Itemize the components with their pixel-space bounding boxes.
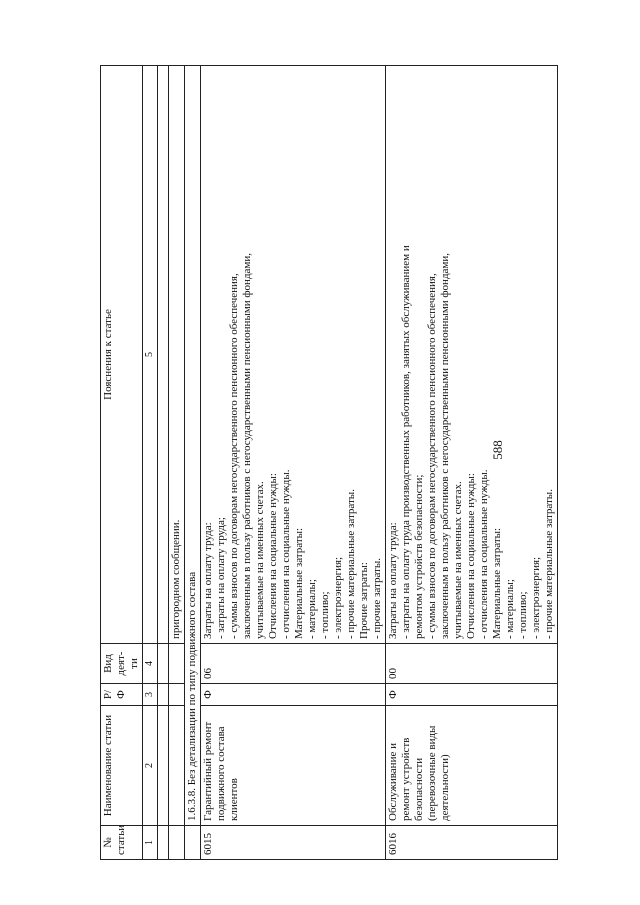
column-number: 3 (143, 684, 158, 706)
article-table (100, 65, 558, 860)
explanation-line: - материалы; (504, 579, 516, 639)
column-number: 1 (143, 826, 158, 860)
page-number: 588 (490, 440, 505, 460)
explanation-line: Прочие затраты: (358, 562, 370, 639)
activity-type: 00 (386, 644, 558, 684)
continuation-row (169, 66, 185, 860)
column-number: 5 (143, 66, 158, 644)
explanation-line: заключенным в пользу работников с негосударственными пенсионными фондами, (439, 252, 451, 639)
explanation-line: - суммы взносов по договорам негосударственного пенсионного обеспечения, (228, 273, 240, 639)
article-number: 6016 (386, 826, 558, 860)
header-article-number: № статьи (101, 826, 143, 860)
explanation-line: - прочие материальные затраты. (345, 489, 357, 639)
explanation-line: - затраты на оплату труда производственных работников, занятых обслуживанием и (400, 245, 412, 639)
table-header-row (101, 66, 143, 860)
explanation-line: учитываемые на именных счетах. (254, 481, 266, 639)
explanation-line: учитываемые на именных счетах. (452, 481, 464, 639)
explanation-line: ремонтом устройств безопасности; (413, 474, 425, 639)
column-number-row (143, 66, 158, 860)
explanation-line: Отчисления на социальные нужды: (267, 473, 279, 639)
explanation-line: - электроэнергия; (332, 556, 344, 639)
rf-value: Ф (201, 684, 386, 706)
explanation-line: - топливо; (517, 591, 529, 639)
explanation-line: - затраты на оплату труда; (215, 517, 227, 639)
table-row (201, 66, 386, 860)
explanation-line: - прочие материальные затраты. (543, 489, 555, 639)
header-activity-type: Вид деят-ти (101, 644, 143, 684)
explanation-line: - суммы взносов по договорам негосударственного пенсионного обеспечения, (426, 273, 438, 639)
explanation-line: - отчисления на социальные нужды. (478, 469, 490, 639)
header-rf: Р/ Ф (101, 684, 143, 706)
article-name: Обслуживание и ремонт устройств безопасности (перевозочные виды деятельности) (386, 706, 558, 826)
explanation-line: - электроэнергия; (530, 556, 542, 639)
header-article-name: Наименование статьи (101, 706, 143, 826)
column-number: 4 (143, 644, 158, 684)
table-row (386, 66, 558, 860)
article-explanation (386, 66, 558, 644)
article-number: 6015 (201, 826, 386, 860)
rf-value: Ф (386, 684, 558, 706)
explanation-line: Затраты на оплату труда: (387, 522, 399, 639)
activity-type: 06 (201, 644, 386, 684)
column-number: 2 (143, 706, 158, 826)
explanation-line: - материалы; (306, 579, 318, 639)
explanation-line: Материальные затраты: (293, 527, 305, 639)
spacer-row (158, 66, 169, 860)
header-explanation: Пояснения к статье (101, 66, 143, 644)
explanation-line: - отчисления на социальные нужды. (280, 469, 292, 639)
explanation-line: Отчисления на социальные нужды: (465, 473, 477, 639)
section-title: 1.6.3.8. Без детализации по типу подвижного состава (185, 66, 201, 826)
article-name: Гарантийный ремонт подвижного состава клиентов (201, 706, 386, 826)
continuation-text: пригородном сообщении. (169, 66, 185, 644)
explanation-line: - топливо; (319, 591, 331, 639)
explanation-line: заключенным в пользу работников с негосударственными пенсионными фондами, (241, 252, 253, 639)
section-row (185, 66, 201, 860)
explanation-line: Материальные затраты: (491, 527, 503, 639)
explanation-line: - прочие затраты. (371, 558, 383, 639)
article-explanation (201, 66, 386, 644)
explanation-line: Затраты на оплату труда: (202, 522, 214, 639)
